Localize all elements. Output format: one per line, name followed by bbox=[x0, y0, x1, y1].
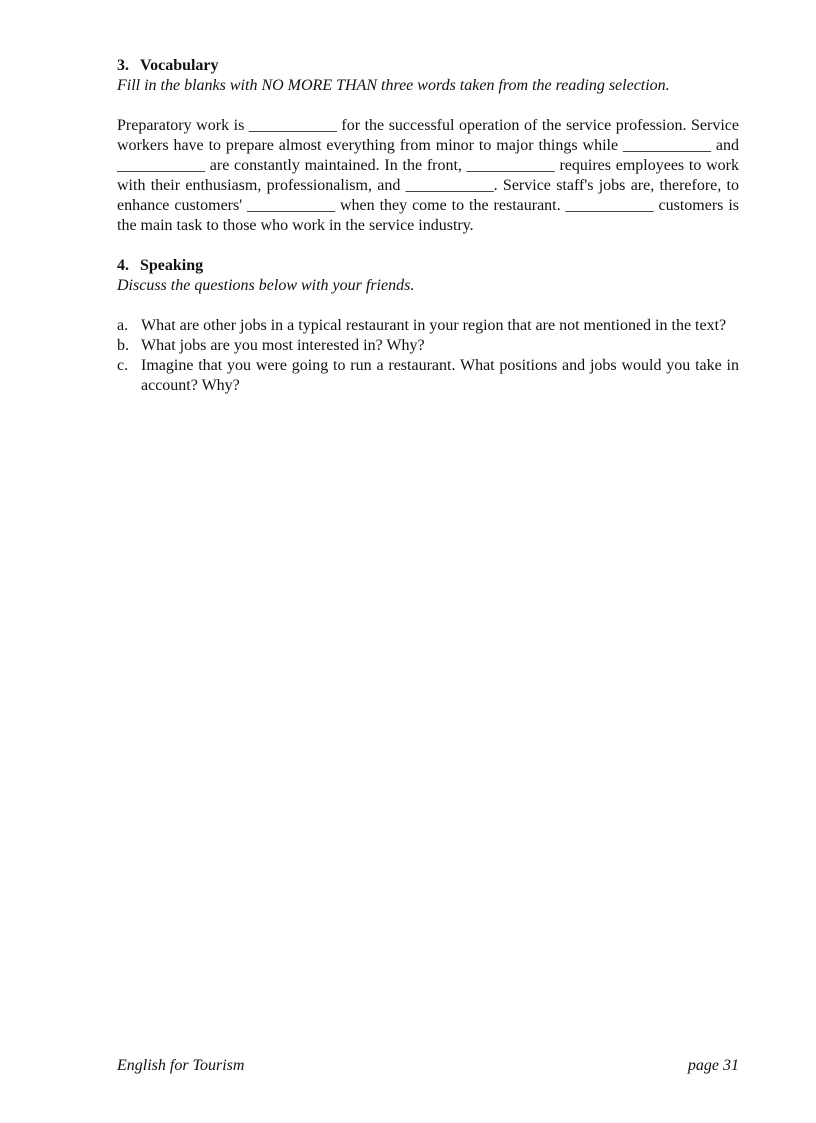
list-item bbox=[117, 336, 739, 356]
page-footer bbox=[117, 1056, 739, 1076]
question-text: What jobs are you most interested in? Why? bbox=[141, 337, 425, 354]
vocabulary-section bbox=[117, 56, 739, 236]
section-instruction: Fill in the blanks with NO MORE THAN three words taken from the reading selection. bbox=[117, 77, 670, 94]
list-marker: b. bbox=[117, 337, 129, 354]
question-text: What are other jobs in a typical restaurant in your region that are not mentioned in the text? bbox=[141, 317, 727, 334]
section-number: 4. bbox=[117, 257, 129, 274]
list-marker: c. bbox=[117, 357, 129, 374]
section-heading-vocabulary bbox=[117, 56, 739, 76]
fill-in-blanks-paragraph: Preparatory work is ___________ for the successful operation of the service profession. Service workers have to prepare almost everything from minor to major things while ___________ and ___________ are constantly maintained. In the front, ___________ requires employees to work with their enthusiasm, professionalism, and ___________. Service staff's jobs are, therefore, to enhance customers' ___________ when they come to the restaurant. ___________ customers is the main task to those who work in the service industry. bbox=[117, 117, 739, 234]
footer-book-title: English for Tourism bbox=[117, 1057, 245, 1074]
section-instruction: Discuss the questions below with your friends. bbox=[117, 277, 415, 294]
section-heading-speaking bbox=[117, 256, 739, 276]
list-item bbox=[117, 316, 739, 336]
question-list bbox=[117, 316, 739, 396]
page-content bbox=[117, 56, 739, 396]
section-title: Speaking bbox=[140, 257, 204, 274]
footer-page-number: page 31 bbox=[687, 1057, 739, 1074]
section-number: 3. bbox=[117, 57, 129, 74]
section-title: Vocabulary bbox=[140, 57, 219, 74]
speaking-section bbox=[117, 256, 739, 396]
question-text: Imagine that you were going to run a restaurant. What positions and jobs would you take in account? Why? bbox=[141, 357, 739, 394]
list-marker: a. bbox=[117, 317, 129, 334]
list-item bbox=[117, 356, 739, 396]
